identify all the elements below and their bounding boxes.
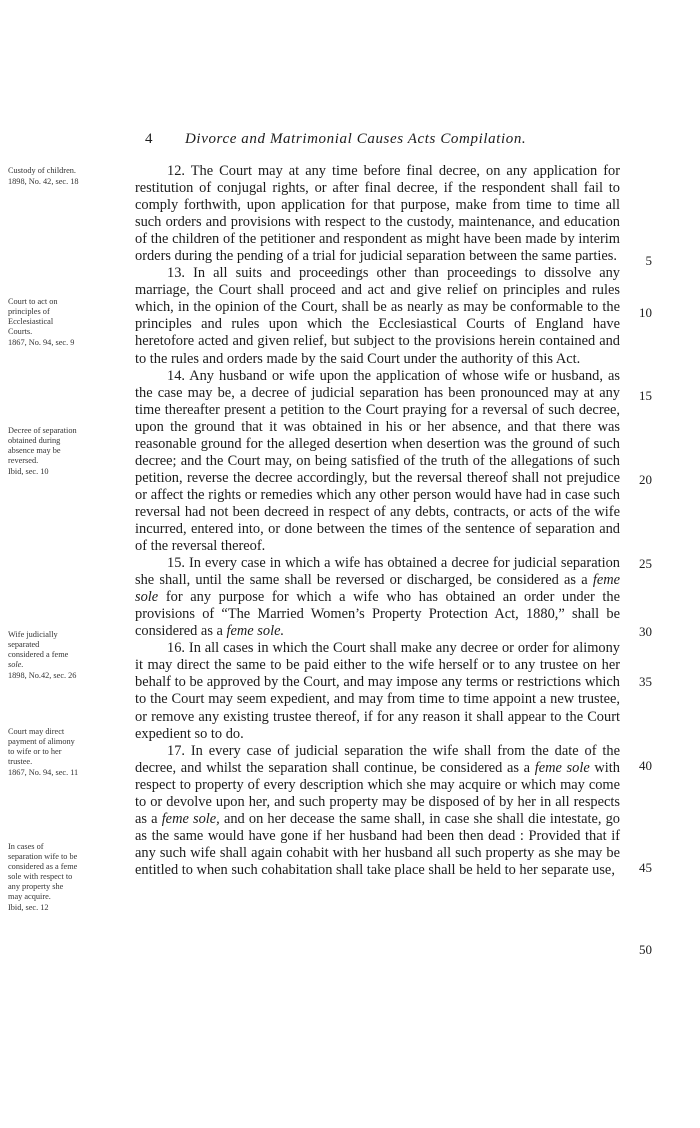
page-number: 4 (145, 131, 153, 147)
margin-note-title: In cases of (8, 842, 44, 851)
section-16: 16. In all cases in which the Court shall make any decree or order for alimony it may direct the same to be paid either to the wife herself or to any trustee on her behalf to be approved by the Court, and may impose any terms or restrictions which to the Court may seem expedient, and may from time to time appoint a new trustee, or remove any existing trustee thereof, if for any reason it shall appear to the Court expedient so to do. (135, 640, 620, 742)
line-number: 15 (639, 388, 652, 403)
margin-note-title: any property she (8, 882, 64, 891)
margin-note-title: principles of (8, 307, 50, 316)
margin-note-title: reversed. (8, 456, 39, 465)
margin-note-title: obtained during (8, 436, 61, 445)
margin-note-title: considered as a feme (8, 862, 78, 871)
line-number: 50 (639, 942, 652, 957)
margin-note-title: Court to act on (8, 297, 58, 306)
body-text (135, 163, 620, 879)
margin-note-title: payment of alimony (8, 737, 75, 746)
line-number: 45 (639, 860, 652, 875)
margin-note-title: Decree of separation (8, 426, 77, 435)
section-15: 15. In every case in which a wife has obtained a decree for judicial separation she shall, until the same shall be reversed or discharged, be considered as a feme sole for any purpose for which a wife who has obtained an order under the provisions of “The Married Women’s Property Protection Act, 1880,” shall be considered as a feme sole. (135, 555, 620, 640)
margin-note-citation: 1867, No. 94, sec. 9 (8, 338, 75, 347)
margin-note-alimony (8, 727, 134, 778)
margin-note-title: separation wife to be (8, 852, 78, 861)
margin-note-title: separated (8, 640, 40, 649)
margin-note-title: sole. (8, 660, 24, 669)
margin-note-citation: 1898, No. 42, sec. 18 (8, 177, 79, 186)
margin-note-citation: Ibid, sec. 12 (8, 903, 49, 912)
section-12: 12. The Court may at any time before final decree, on any application for restitution of conjugal rights, or after final decree, if the respondent shall fail to comply forthwith, upon application for that purpose, make from time to time all such orders and provisions with respect to the custody, maintenance, and education of the children of the petitioner and respondent as might have been made by interim orders during the pending of a trial for judicial separation between the same parties. (135, 163, 620, 265)
section-17: 17. In every case of judicial separation the wife shall from the date of the decree, and whilst the separation shall continue, be considered as a feme sole with respect to property of every description which she may acquire or which may come to or devolve upon her, and such property may be disposed of by her in all respects as a feme sole, and on her decease the same shall, in case she shall die intestate, go as the same would have gone if her husband had been then dead : Provided that if any such wife shall again cohabit with her husband all such property as she may be entitled to when such cohabitation shall take place shall be held to her separate use, (135, 742, 620, 878)
line-number: 40 (639, 758, 652, 773)
margin-note-property (8, 842, 134, 913)
margin-note-title: trustee. (8, 757, 33, 766)
margin-note-feme-sole (8, 630, 134, 681)
margin-note-title: absence may be (8, 446, 61, 455)
margin-note-title: Ecclesiastical (8, 317, 54, 326)
margin-note-ecclesiastical (8, 297, 134, 348)
margin-note-title: Courts. (8, 327, 33, 336)
margin-note-title: to wife or to her (8, 747, 62, 756)
margin-note-title: Court may direct (8, 727, 65, 736)
margin-note-separation-reversed (8, 426, 134, 477)
margin-note-citation: 1867, No. 94, sec. 11 (8, 768, 79, 777)
margin-note-citation: 1898, No.42, sec. 26 (8, 671, 77, 680)
margin-note-citation: Ibid, sec. 10 (8, 467, 49, 476)
margin-note-title: may acquire. (8, 892, 51, 901)
margin-note-title: sole with respect to (8, 872, 73, 881)
margin-note-title: considered a feme (8, 650, 69, 659)
margin-note-title: Custody of children. (8, 166, 76, 175)
running-title: Divorce and Matrimonial Causes Acts Compilation. (185, 131, 527, 147)
line-number: 10 (639, 305, 652, 320)
margin-note-custody (8, 166, 134, 187)
section-14: 14. Any husband or wife upon the application of whose wife or husband, as the case may be, a decree of judicial separation has been pronounced may at any time thereafter present a petition to the Court praying for a reversal of such decree, upon the ground that it was obtained in his or her absence, and that there was reasonable ground for the alleged desertion when desertion was the ground of such decree; and the Court may, on being satisfied of the truth of the allegations of such petition, reverse the decree accordingly, but the reversal thereof shall not prejudice or affect the rights or remedies which any other person would have had in case such reversal had not been decreed in respect of any debts, contracts, or acts of the wife incurred, entered into, or done between the times of the sentence of separation and of the reversal thereof. (135, 367, 620, 555)
section-13: 13. In all suits and proceedings other than proceedings to dissolve any marriage, the Court shall proceed and act and give relief on principles and rules which, in the opinion of the Court, shall be as nearly as may be conformable to the principles and rules upon which the Ecclesiastical Courts of England have heretofore acted and given relief, but subject to the provisions herein contained and to the rules and orders made by the said Court under the authority of this Act. (135, 265, 620, 367)
line-number: 35 (639, 674, 652, 689)
margin-note-title: Wife judicially (8, 630, 58, 639)
line-number: 20 (639, 472, 652, 487)
line-number: 5 (645, 253, 652, 268)
line-number: 25 (639, 556, 652, 571)
line-number: 30 (639, 624, 652, 639)
